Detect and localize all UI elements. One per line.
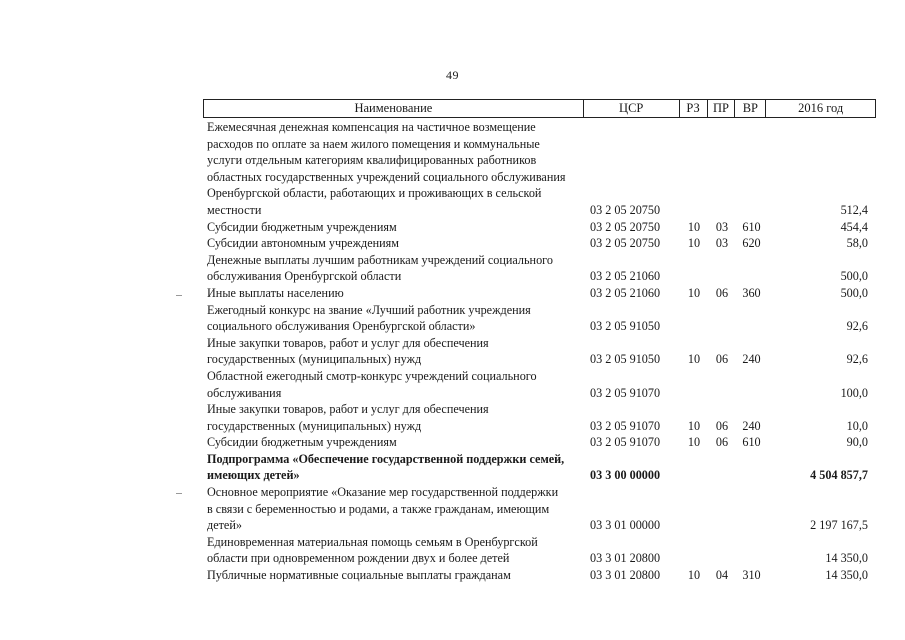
row-name-line: в связи с беременностью и родами, а также гражданам, имеющим xyxy=(207,501,550,516)
row-csr: 03 2 05 91070 xyxy=(590,418,661,433)
table-row xyxy=(203,484,876,534)
table-row xyxy=(203,451,876,484)
margin-mark xyxy=(176,493,182,494)
row-name-line: Публичные нормативные социальные выплаты гражданам xyxy=(207,568,511,583)
row-vr: 360 xyxy=(742,285,761,300)
row-csr: 03 2 05 91050 xyxy=(590,319,661,334)
row-csr: 03 3 01 20800 xyxy=(590,551,661,566)
table-row xyxy=(203,401,876,434)
row-csr: 03 2 05 91070 xyxy=(590,435,661,450)
row-csr: 03 3 01 20800 xyxy=(590,568,661,583)
row-name xyxy=(203,285,584,302)
row-amount: 58,0 xyxy=(846,236,868,251)
budget-table-body xyxy=(203,119,876,584)
row-amount: 512,4 xyxy=(840,202,868,217)
row-pr: 03 xyxy=(715,236,729,251)
row-amount: 92,6 xyxy=(846,319,868,334)
row-name xyxy=(203,567,584,584)
row-csr: 03 3 00 00000 xyxy=(590,468,661,483)
table-row xyxy=(203,335,876,368)
row-name-line: Денежные выплаты лучшим работникам учреждений социального xyxy=(207,252,553,267)
row-pr: 04 xyxy=(715,568,729,583)
row-vr: 620 xyxy=(742,236,761,251)
row-amount: 14 350,0 xyxy=(825,568,868,583)
row-name-line: Ежемесячная денежная компенсация на частичное возмещение xyxy=(207,120,536,134)
row-name-line: областных государственных учреждений социального обслуживания xyxy=(207,169,566,184)
row-name-line: Оренбургской области, работающих и проживающих в сельской xyxy=(207,186,542,201)
row-pr: 06 xyxy=(715,418,729,433)
table-row xyxy=(203,285,876,302)
row-csr: 03 2 05 20750 xyxy=(590,202,661,217)
row-rz: 10 xyxy=(687,352,701,367)
row-pr: 06 xyxy=(715,435,729,450)
row-name-line: обслуживания xyxy=(207,385,282,400)
row-name xyxy=(203,368,584,401)
row-amount: 454,4 xyxy=(840,219,868,234)
page-number: 49 xyxy=(446,68,459,82)
row-name-line: местности xyxy=(207,202,262,217)
row-name xyxy=(203,534,584,567)
row-amount: 10,0 xyxy=(846,418,868,433)
row-rz: 10 xyxy=(687,568,701,583)
table-row xyxy=(203,567,876,584)
row-amount: 2 197 167,5 xyxy=(810,518,868,533)
row-name xyxy=(203,252,584,285)
row-name-line: Единовременная материальная помощь семьям в Оренбургской xyxy=(207,534,538,549)
row-vr: 610 xyxy=(742,435,761,450)
row-csr: 03 2 05 20750 xyxy=(590,219,661,234)
header-csr: ЦСР xyxy=(584,100,680,117)
table-row xyxy=(203,235,876,252)
row-name-line: имеющих детей» xyxy=(207,468,300,483)
row-name-line: расходов по оплате за наем жилого помещения и коммунальные xyxy=(207,136,540,151)
row-name-line: услуги отдельным категориям квалифицированных работников xyxy=(207,153,537,168)
row-csr: 03 3 01 00000 xyxy=(590,518,661,533)
row-rz: 10 xyxy=(687,418,701,433)
margin-mark xyxy=(176,295,182,296)
row-name-line: области при одновременном рождении двух и более детей xyxy=(207,551,510,566)
row-amount: 500,0 xyxy=(840,269,868,284)
row-amount: 100,0 xyxy=(840,385,868,400)
row-name-line: Основное мероприятие «Оказание мер государственной поддержки xyxy=(207,485,559,500)
row-name-line: Ежегодный конкурс на звание «Лучший работник учреждения xyxy=(207,302,531,317)
row-csr: 03 2 05 20750 xyxy=(590,236,661,251)
row-name-line: Субсидии бюджетным учреждениям xyxy=(207,219,397,234)
table-row xyxy=(203,302,876,335)
row-csr: 03 2 05 21060 xyxy=(590,269,661,284)
table-row xyxy=(203,119,876,219)
row-rz: 10 xyxy=(687,435,701,450)
table-row xyxy=(203,252,876,285)
row-pr: 06 xyxy=(715,352,729,367)
row-pr: 06 xyxy=(715,285,729,300)
row-name xyxy=(203,434,584,451)
header-vr: ВР xyxy=(735,100,766,117)
row-name xyxy=(203,219,584,236)
row-csr: 03 2 05 91050 xyxy=(590,352,661,367)
row-name-line: государственных (муниципальных) нужд xyxy=(207,352,422,367)
row-name xyxy=(203,335,584,368)
row-name-line: Субсидии бюджетным учреждениям xyxy=(207,435,397,450)
row-name-line: Иные закупки товаров, работ и услуг для обеспечения xyxy=(207,402,489,417)
row-vr: 610 xyxy=(742,219,761,234)
row-rz: 10 xyxy=(687,219,701,234)
table-row xyxy=(203,368,876,401)
row-name-line: Областной ежегодный смотр-конкурс учреждений социального xyxy=(207,368,537,383)
row-name-line: государственных (муниципальных) нужд xyxy=(207,418,422,433)
header-year: 2016 год xyxy=(798,101,844,115)
row-amount: 14 350,0 xyxy=(825,551,868,566)
row-name-line: социального обслуживания Оренбургской области» xyxy=(207,319,476,334)
row-amount: 500,0 xyxy=(840,285,868,300)
table-row xyxy=(203,534,876,567)
row-vr: 310 xyxy=(742,568,761,583)
row-name xyxy=(203,119,584,219)
row-name-line: Субсидии автономным учреждениям xyxy=(207,236,399,251)
row-name xyxy=(203,235,584,252)
row-csr: 03 2 05 91070 xyxy=(590,385,661,400)
row-rz: 10 xyxy=(687,236,701,251)
row-name-line: обслуживания Оренбургской области xyxy=(207,269,402,284)
table-header xyxy=(203,99,876,118)
header-rz: РЗ xyxy=(680,100,708,117)
row-name xyxy=(203,401,584,434)
row-amount: 4 504 857,7 xyxy=(810,468,868,483)
row-name xyxy=(203,484,584,534)
row-rz: 10 xyxy=(687,285,701,300)
row-pr: 03 xyxy=(715,219,729,234)
row-amount: 90,0 xyxy=(846,435,868,450)
row-name xyxy=(203,451,584,484)
table-row xyxy=(203,219,876,236)
row-amount: 92,6 xyxy=(846,352,868,367)
row-vr: 240 xyxy=(742,352,761,367)
header-name: Наименование xyxy=(204,100,584,117)
row-name-line: Иные выплаты населению xyxy=(207,285,344,300)
header-pr: ПР xyxy=(708,100,736,117)
row-csr: 03 2 05 21060 xyxy=(590,285,661,300)
row-name-line: Иные закупки товаров, работ и услуг для обеспечения xyxy=(207,335,489,350)
row-vr: 240 xyxy=(742,418,761,433)
table-row xyxy=(203,434,876,451)
row-name-line: детей» xyxy=(207,518,242,533)
row-name-line: Подпрограмма «Обеспечение государственной поддержки семей, xyxy=(207,451,565,466)
row-name xyxy=(203,302,584,335)
